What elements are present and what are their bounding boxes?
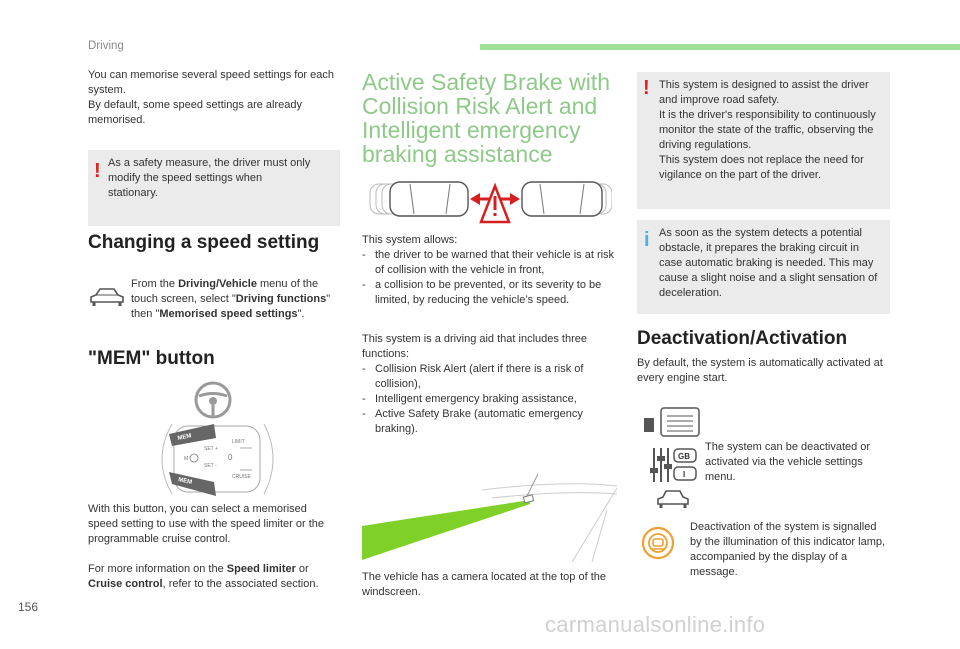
- collision-illustration: [362, 172, 612, 228]
- brake-warning-lamp-icon: [641, 526, 675, 560]
- zero-label: 0: [228, 453, 233, 462]
- allows-item-1: - the driver to be warned that their vehicle is at risk of collision with the vehicle in front,: [362, 248, 617, 278]
- warning-2-line-1: This system is designed to assist the driver and improve road safety.: [659, 79, 869, 106]
- heading-mem-button: "MEM" button: [88, 348, 215, 369]
- title-line-2: Collision Risk Alert and: [362, 93, 598, 119]
- intro-text: [88, 68, 338, 128]
- info-icon: i: [644, 229, 650, 251]
- touchscreen-icon: [641, 406, 701, 438]
- title-line-4: braking assistance: [362, 141, 553, 167]
- warning-icon: !: [94, 160, 101, 182]
- lamp-text: Deactivation of the system is signalled by the illumination of this indicator lamp, accompanied by the display of a message.: [690, 521, 886, 578]
- cruise-stalk-illustration: [152, 420, 284, 498]
- more-info-text: For more information on the Speed limiter or Cruise control, refer to the associated section.: [88, 563, 319, 590]
- settings-sliders-icon: [648, 446, 698, 484]
- allows-item-2: - a collision to be prevented, or its severity to be limited, by reducing the vehicle’s speed.: [362, 278, 617, 308]
- default-text: By default, the system is automatically activated at every engine start.: [637, 357, 883, 384]
- aid-intro: This system is a driving aid that includes three functions:: [362, 333, 587, 360]
- aid-item-1: - Collision Risk Alert (alert if there is a risk of collision),: [362, 362, 617, 392]
- intro-line-1: You can memorise several speed settings for each system.: [88, 69, 335, 96]
- warning-2-line-3: This system does not replace the need for vigilance on the part of the driver.: [659, 154, 864, 181]
- gb-badge-text: GB: [678, 452, 690, 461]
- limit-label: LIMIT: [232, 439, 245, 445]
- page-number: 156: [18, 600, 39, 614]
- intro-line-2: By default, some speed settings are already memorised.: [88, 99, 303, 126]
- watermark: carmanualsonline.info: [545, 612, 766, 637]
- set-minus-label: SET -: [204, 463, 217, 469]
- info-text: As soon as the system detects a potential obstacle, it prepares the braking circuit in case automatic braking is needed. This may cause a slight noise and a slight sensation of deceleration.: [659, 227, 878, 299]
- warning-2-line-2: It is the driver's responsibility to continuously monitor the state of the traffic, observing the driving regulations.: [659, 109, 876, 151]
- aid-block: [362, 332, 617, 437]
- mem-bottom-label: MEM: [177, 477, 193, 486]
- title-line-3: Intelligent emergency: [362, 117, 581, 143]
- warning-box: [88, 150, 340, 226]
- warning-text: As a safety measure, the driver must only modify the speed settings when stationary.: [108, 157, 311, 199]
- warning-icon-2: !: [643, 77, 650, 99]
- section-label: Driving: [88, 40, 124, 52]
- aid-item-3: - Active Safety Brake (automatic emergency braking).: [362, 407, 617, 437]
- settings-text: The system can be deactivated or activated via the vehicle settings menu.: [705, 441, 871, 483]
- cruise-label: CRUISE: [232, 474, 251, 480]
- mem-top-label: MEM: [177, 433, 193, 442]
- warning-box-2: [637, 72, 890, 209]
- i-badge-text: I: [683, 470, 686, 479]
- heading-deactivation: Deactivation/Activation: [637, 328, 848, 349]
- mem-text: With this button, you can select a memorised speed setting to use with the speed limiter or the programmable cruise control.: [88, 503, 325, 545]
- aid-item-2: - Intelligent emergency braking assistance,: [362, 392, 617, 407]
- heading-change-speed: Changing a speed setting: [88, 232, 320, 253]
- title-line-1: Active Safety Brake with: [362, 69, 610, 95]
- allows-block: [362, 233, 617, 308]
- car-icon: [88, 284, 126, 312]
- change-speed-text: From the Driving/Vehicle menu of the touch screen, select "Driving functions" then "Memorised speed settings".: [131, 278, 331, 320]
- steering-wheel-icon: [193, 380, 233, 420]
- car-icon-2: [656, 488, 690, 512]
- section-bar: [480, 44, 960, 50]
- set-plus-label: SET +: [204, 446, 218, 452]
- section-title: [362, 70, 612, 166]
- m-label: M: [184, 456, 189, 462]
- info-box: [637, 220, 890, 314]
- windscreen-camera-illustration: [362, 470, 617, 562]
- camera-text: The vehicle has a camera located at the top of the windscreen.: [362, 571, 606, 598]
- warning-text-2: [659, 78, 885, 183]
- allows-intro: This system allows:: [362, 234, 458, 246]
